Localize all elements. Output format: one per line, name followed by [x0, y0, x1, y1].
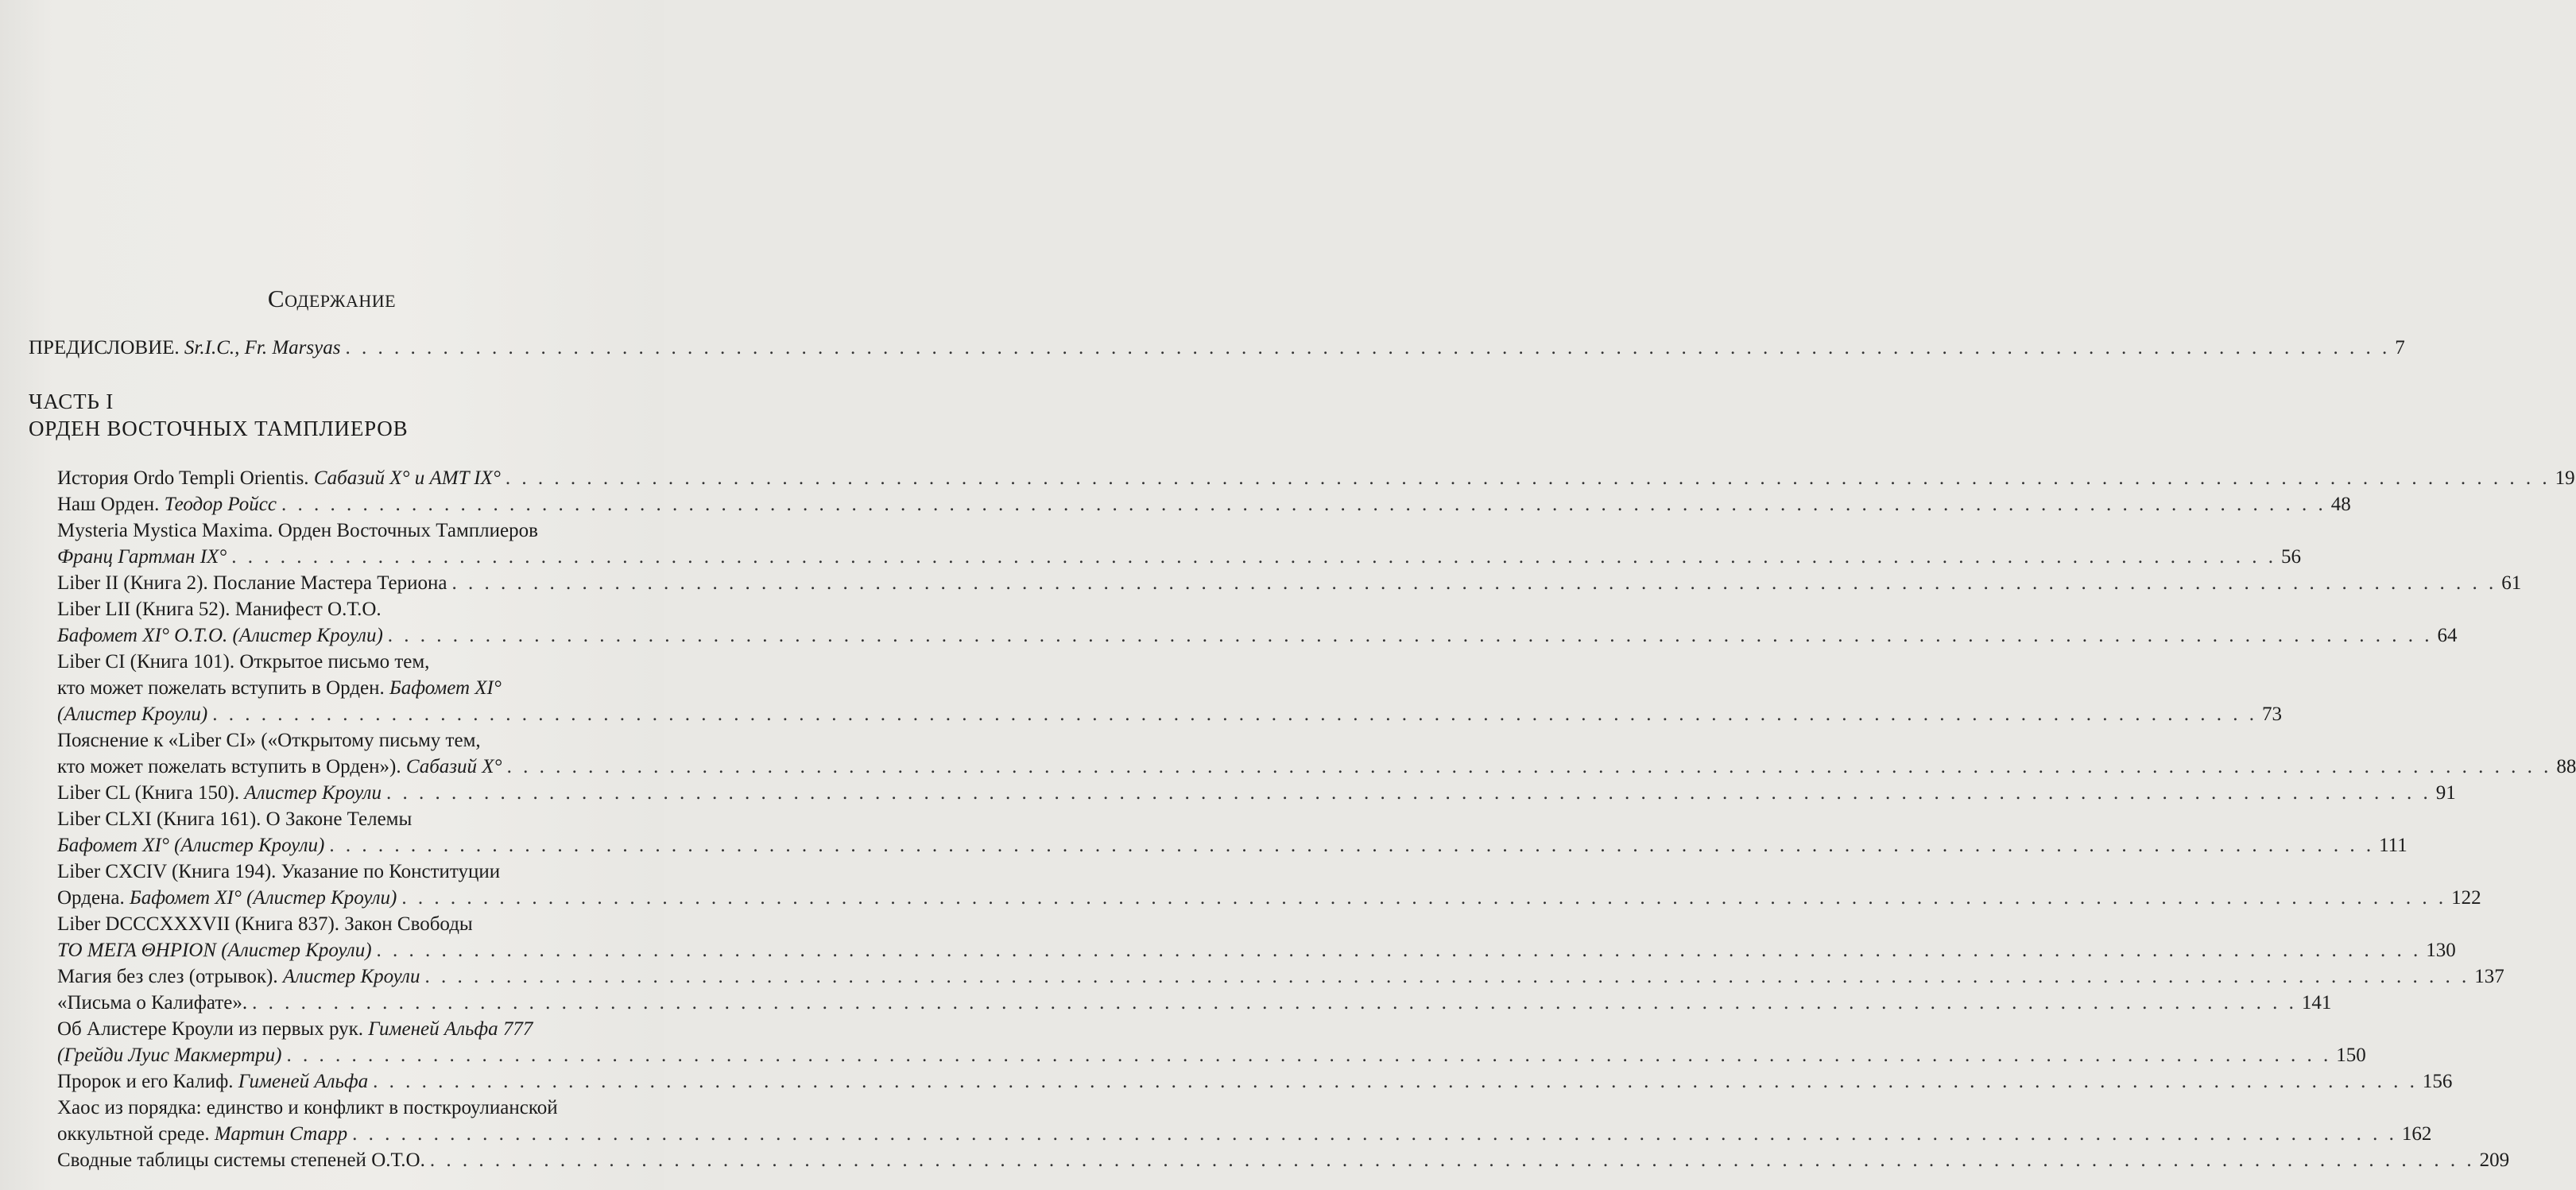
- toc-entry: [57, 887, 2481, 909]
- leader-dots: [377, 940, 2422, 962]
- toc-entry: [57, 546, 2302, 568]
- leader-dots: [373, 1071, 2418, 1093]
- leader-dots: [352, 1123, 2397, 1145]
- page-number: 88: [2556, 756, 2576, 777]
- page-number: 48: [2330, 494, 2351, 515]
- toc-entry: [57, 782, 2456, 804]
- entry-title: Liber LII (Книга 52). Манифест О.Т.О.: [57, 599, 382, 620]
- entry-author: Алистер Кроули: [282, 966, 420, 987]
- preface-label: ПРЕДИСЛОВИЕ.: [29, 337, 180, 359]
- toc-entry: [57, 1149, 2510, 1172]
- entry-title: Сводные таблицы системы степеней О.Т.О.: [57, 1149, 425, 1171]
- entry-title-cont: кто может пожелать вступить в Орден»).: [57, 756, 401, 777]
- page-number: 122: [2451, 887, 2481, 909]
- entry-title: История Ordo Templi Orientis.: [57, 467, 309, 489]
- page-number: 7: [2395, 337, 2405, 359]
- toc-entry: [57, 835, 2407, 857]
- page-number: 209: [2479, 1149, 2510, 1171]
- entry-title: Liber CL (Книга 150).: [57, 782, 240, 804]
- preface-entry: [29, 337, 2405, 359]
- toc-entry: [57, 992, 2332, 1014]
- entry-title-cont: кто может пожелать вступить в Орден. Бафомет XI°: [57, 677, 502, 699]
- entry-author: Мартин Старр: [214, 1123, 348, 1145]
- leader-dots: [506, 467, 2551, 490]
- entry-title-cont: оккультной среде.: [57, 1123, 210, 1145]
- leader-dots: [386, 782, 2431, 804]
- leader-dots: [329, 835, 2374, 857]
- toc-entry: [57, 966, 2504, 988]
- toc-entry: [57, 572, 2522, 595]
- toc-entry: [57, 625, 2458, 647]
- preface-author: Sr.I.C., Fr. Marsyas: [184, 337, 341, 359]
- entry-author: Сабазий X° и AMT IX°: [313, 467, 501, 489]
- page-number: 64: [2437, 625, 2458, 646]
- leader-dots: [212, 704, 2257, 726]
- page-number: 56: [2281, 546, 2302, 568]
- entry-title: Liber II (Книга 2). Послание Мастера Териона: [57, 572, 447, 594]
- entry-author: Бафомет XI° (Алистер Кроули): [57, 835, 325, 856]
- entry-title: Liber CLXI (Книга 161). О Законе Телемы: [57, 808, 413, 830]
- page-number: 19: [2555, 467, 2575, 489]
- entry-author: Бафомет XI° (Алистер Кроули): [130, 887, 397, 909]
- entry-title: Liber CXCIV (Книга 194). Указание по Конституции: [57, 861, 501, 882]
- entry-author: (Алистер Кроули): [57, 704, 208, 725]
- toc-entry: [57, 1045, 2366, 1067]
- toc-entry: [57, 940, 2456, 962]
- entry-title: «Письма о Калифате».: [57, 992, 248, 1014]
- leader-dots: [451, 572, 2497, 595]
- toc-entry: [57, 704, 2282, 726]
- page-number: 61: [2501, 572, 2522, 594]
- page-number: 141: [2301, 992, 2332, 1014]
- page-number: 162: [2401, 1123, 2432, 1145]
- page-number: 137: [2474, 966, 2504, 987]
- leader-dots: [345, 337, 2390, 359]
- entry-title: Хаос из порядка: единство и конфликт в посткроулианской: [57, 1097, 558, 1118]
- page-number: 73: [2262, 704, 2282, 725]
- entry-author: Сабазий X°: [405, 756, 502, 777]
- entry-title-cont: Ордена.: [57, 887, 125, 909]
- part-number: ЧАСТЬ I: [29, 390, 114, 413]
- page-number: 150: [2336, 1045, 2366, 1066]
- toc-entry: [57, 1071, 2453, 1093]
- page-number: 91: [2435, 782, 2456, 804]
- entry-author: Гименей Альфа: [238, 1071, 369, 1092]
- leader-dots: [286, 1045, 2331, 1067]
- toc-entry: [57, 494, 2351, 516]
- leader-dots: [252, 992, 2297, 1014]
- entry-title: Mysteria Mystica Maxima. Орден Восточных Тамплиеров: [57, 520, 538, 541]
- entry-title: Liber DCCCXXXVII (Книга 837). Закон Свободы: [57, 913, 473, 935]
- page-number: 156: [2422, 1071, 2453, 1092]
- entry-title: Liber CI (Книга 101). Открытое письмо тем,: [57, 651, 430, 673]
- page-number: 111: [2379, 835, 2407, 856]
- toc-entry: [57, 467, 2575, 490]
- entry-author: Теодор Ройсс: [164, 494, 277, 515]
- toc-entry: [57, 1123, 2432, 1145]
- entry-title: Магия без слез (отрывок).: [57, 966, 278, 987]
- entry-title: Об Алистере Кроули из первых рук. Гименей Альфа 777: [57, 1018, 533, 1040]
- page-title: Содержание: [267, 285, 397, 312]
- entry-author: (Грейди Луис Макмертри): [57, 1045, 282, 1066]
- entry-author: Алистер Кроули: [244, 782, 382, 804]
- leader-dots: [388, 625, 2433, 647]
- toc-entry: [57, 756, 2576, 778]
- leader-dots: [424, 966, 2469, 988]
- leader-dots: [401, 887, 2446, 909]
- part-name: ОРДЕН ВОСТОЧНЫХ ТАМПЛИЕРОВ: [29, 417, 409, 440]
- leader-dots: [507, 756, 2552, 778]
- leader-dots: [430, 1149, 2475, 1172]
- entry-author: ΤΟ ΜΕΓΑ ΘΗΡΙΟΝ (Алистер Кроули): [57, 940, 372, 961]
- leader-dots: [281, 494, 2326, 516]
- leader-dots: [231, 546, 2276, 568]
- entry-title: Наш Орден.: [57, 494, 160, 515]
- entry-title: Пояснение к «Liber CI» («Открытому письму тем,: [57, 730, 481, 751]
- entry-title: Пророк и его Калиф.: [57, 1071, 234, 1092]
- page-number: 130: [2426, 940, 2456, 961]
- entry-author: Бафомет XI° О.Т.О. (Алистер Кроули): [57, 625, 383, 646]
- entry-author: Франц Гартман IX°: [57, 546, 227, 568]
